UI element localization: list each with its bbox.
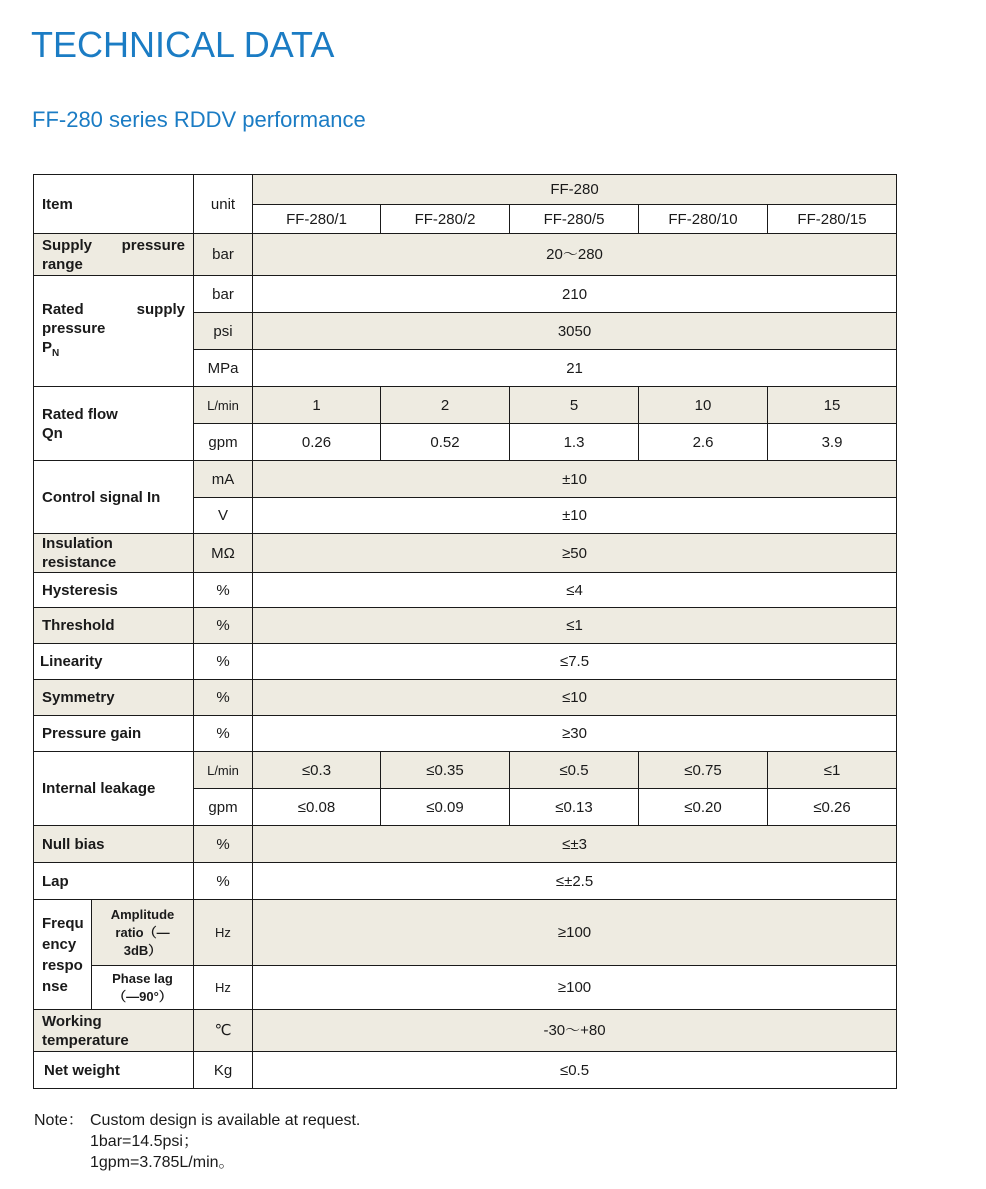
value-cell: ≤0.3 [253,752,381,789]
value-cell: 0.52 [381,424,510,461]
row-label-net-weight: Net weight [34,1052,194,1089]
value-cell: ≤4 [253,573,897,608]
row-label-rated-flow: Rated flow Qn [34,387,194,461]
value-cell: ≤1 [768,752,897,789]
value-cell: 0.26 [253,424,381,461]
unit-cell: bar [194,234,253,276]
unit-cell: % [194,573,253,608]
unit-cell: V [194,498,253,534]
unit-cell: % [194,826,253,863]
value-cell: ≤0.20 [639,789,768,826]
footnote [34,1110,360,1173]
header-model: FF-280/15 [768,205,897,234]
unit-cell: Kg [194,1052,253,1089]
row-label-supply-pressure: Supply pressure range [34,234,194,276]
value-cell: ≤10 [253,680,897,716]
value-cell: ±10 [253,461,897,498]
value-cell: ≤0.13 [510,789,639,826]
value-cell: ±10 [253,498,897,534]
row-label-working-temperature: Working temperature [34,1010,194,1052]
unit-cell: % [194,680,253,716]
page-title: TECHNICAL DATA [31,24,335,65]
footnote-line: 1bar=14.5psi； [90,1133,199,1150]
row-label-null-bias: Null bias [34,826,194,863]
value-cell: ≤0.35 [381,752,510,789]
value-cell: ≤±2.5 [253,863,897,900]
value-cell: ≥100 [253,966,897,1010]
unit-cell: gpm [194,789,253,826]
value-cell: 3050 [253,313,897,350]
unit-cell: ℃ [194,1010,253,1052]
value-cell: -30～+80 [253,1010,897,1052]
value-cell: 15 [768,387,897,424]
value-cell: ≤7.5 [253,644,897,680]
performance-table [33,174,897,1089]
unit-cell: L/min [194,387,253,424]
value-cell: ≥100 [253,900,897,966]
footnote-label: Note： [34,1112,84,1129]
row-label-amplitude-ratio: Amplitude ratio（— 3dB） [92,900,194,966]
header-model: FF-280/5 [510,205,639,234]
row-label-frequency-response: Frequ ency respo nse [34,900,92,1010]
value-cell: 2 [381,387,510,424]
value-cell: ≤0.26 [768,789,897,826]
unit-cell: Hz [194,900,253,966]
unit-cell: % [194,608,253,644]
value-cell: 1.3 [510,424,639,461]
header-model: FF-280/10 [639,205,768,234]
unit-cell: % [194,644,253,680]
header-unit: unit [194,175,253,234]
value-cell: 21 [253,350,897,387]
row-label-rated-supply: Rated supply pressure $P_N$ [34,276,194,387]
unit-cell: bar [194,276,253,313]
value-cell: ≤±3 [253,826,897,863]
footnote-line: Custom design is available at request. [90,1112,361,1129]
value-cell: ≤1 [253,608,897,644]
header-model: FF-280/1 [253,205,381,234]
header-series: FF-280 [253,175,897,205]
row-label-lap: Lap [34,863,194,900]
row-label-insulation: Insulation resistance [34,534,194,573]
unit-cell: gpm [194,424,253,461]
value-cell: 1 [253,387,381,424]
header-item: Item [34,175,194,234]
value-cell: ≤0.08 [253,789,381,826]
row-label-phase-lag: Phase lag （—90°） [92,966,194,1010]
header-model: FF-280/2 [381,205,510,234]
value-cell: ≥50 [253,534,897,573]
footnote-line: 1gpm=3.785L/min。 [90,1154,235,1171]
value-cell: ≥30 [253,716,897,752]
row-label-control-signal: Control signal In [34,461,194,534]
value-cell: ≤0.09 [381,789,510,826]
value-cell: ≤0.75 [639,752,768,789]
row-label-internal-leakage: Internal leakage [34,752,194,826]
unit-cell: L/min [194,752,253,789]
value-cell: 3.9 [768,424,897,461]
unit-cell: Hz [194,966,253,1010]
page-subtitle: FF-280 series RDDV performance [32,107,366,132]
value-cell: ≤0.5 [510,752,639,789]
unit-cell: % [194,863,253,900]
row-label-symmetry: Symmetry [34,680,194,716]
value-cell: 5 [510,387,639,424]
unit-cell: MPa [194,350,253,387]
unit-cell: MΩ [194,534,253,573]
row-label-hysteresis: Hysteresis [34,573,194,608]
value-cell: 2.6 [639,424,768,461]
unit-cell: % [194,716,253,752]
value-cell: ≤0.5 [253,1052,897,1089]
value-cell: 210 [253,276,897,313]
value-cell: 20～280 [253,234,897,276]
unit-cell: psi [194,313,253,350]
row-label-threshold: Threshold [34,608,194,644]
value-cell: 10 [639,387,768,424]
unit-cell: mA [194,461,253,498]
row-label-pressure-gain: Pressure gain [34,716,194,752]
row-label-linearity: Linearity [34,644,194,680]
